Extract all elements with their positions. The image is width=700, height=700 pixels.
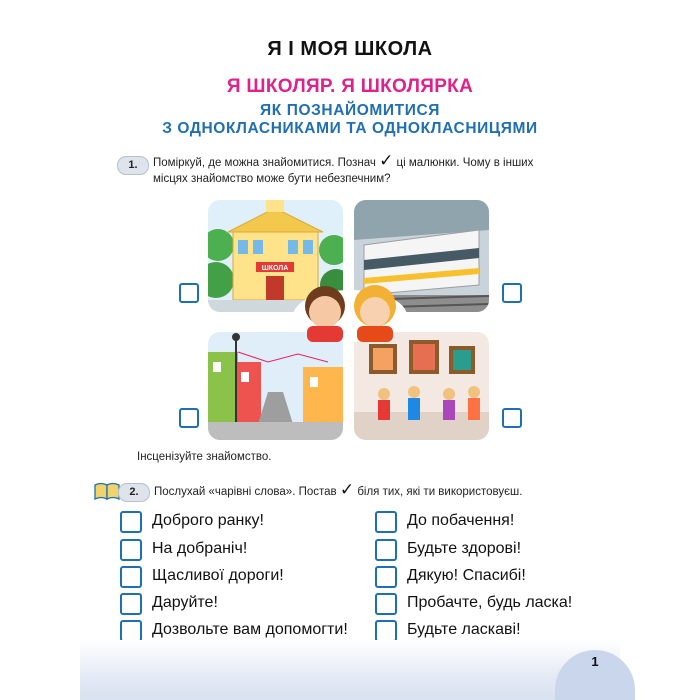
topic-title-line1: ЯК ПОЗНАЙОМИТИСЯ [260,102,440,119]
word-checkbox[interactable] [120,511,142,533]
boy-and-girl-image [293,276,407,342]
word-label: Будьте здорові! [407,540,522,557]
task-1-text-end: ці малюнки. Чому в інших [396,157,534,169]
task-2-text-start: Послухай «чарівні слова». Постав [154,486,337,498]
page-number: 1 [555,650,635,700]
unit-title: Я І МОЯ ШКОЛА [267,38,433,60]
school-sign-text: ШКОЛА [261,265,289,272]
book-icon [94,482,120,505]
word-label: До побачення! [407,512,515,529]
task-2-text-end: біля тих, які ти використовуєш. [357,486,523,498]
street-illustration [208,332,343,440]
word-label: Дякую! Спасибі! [407,567,526,584]
topic-title-line2: З ОДНОКЛАСНИКАМИ ТА ОДНОКЛАСНИЦЯМИ [162,120,538,137]
task-1-text-line2: місцях знайомство може бути небезпечним? [153,173,391,185]
word-label: Щасливої дороги! [152,567,284,584]
task-1-number: 1. [117,156,149,175]
school-checkbox[interactable] [179,283,199,303]
task-2-number: 2. [118,483,150,502]
word-label: Дозвольте вам допомогти! [152,621,348,638]
word-label: Пробачте, будь ласка! [407,594,573,611]
task-1-text [153,153,593,187]
tick-mark-icon: ✓ [379,151,394,170]
task-2-text [154,482,594,500]
children-illustration [293,276,407,342]
word-label: Доброго ранку! [152,512,264,529]
tick-mark-icon: ✓ [339,480,355,499]
word-checkbox[interactable] [375,566,397,588]
section-title: Я ШКОЛЯР. Я ШКОЛЯРКА [226,76,474,97]
word-label: Даруйте! [152,594,218,611]
street-checkbox[interactable] [179,408,199,428]
word-checkbox[interactable] [375,539,397,561]
street-picture [208,332,343,440]
word-checkbox[interactable] [375,511,397,533]
word-checkbox[interactable] [120,593,142,615]
train-checkbox[interactable] [502,283,522,303]
footer-band [80,640,620,700]
topic-title [0,102,700,138]
word-checkbox[interactable] [375,620,397,642]
word-label: На добраніч! [152,540,248,557]
word-checkbox[interactable] [120,539,142,561]
word-checkbox[interactable] [120,620,142,642]
task-1-text-start: Поміркуй, де можна знайомитися. Познач [153,157,376,169]
museum-illustration [354,332,489,440]
museum-picture [354,332,489,440]
staging-note: Інсценізуйте знайомство. [137,451,272,463]
word-checkbox[interactable] [120,566,142,588]
museum-checkbox[interactable] [502,408,522,428]
word-checkbox[interactable] [375,593,397,615]
word-label: Будьте ласкаві! [407,621,521,638]
